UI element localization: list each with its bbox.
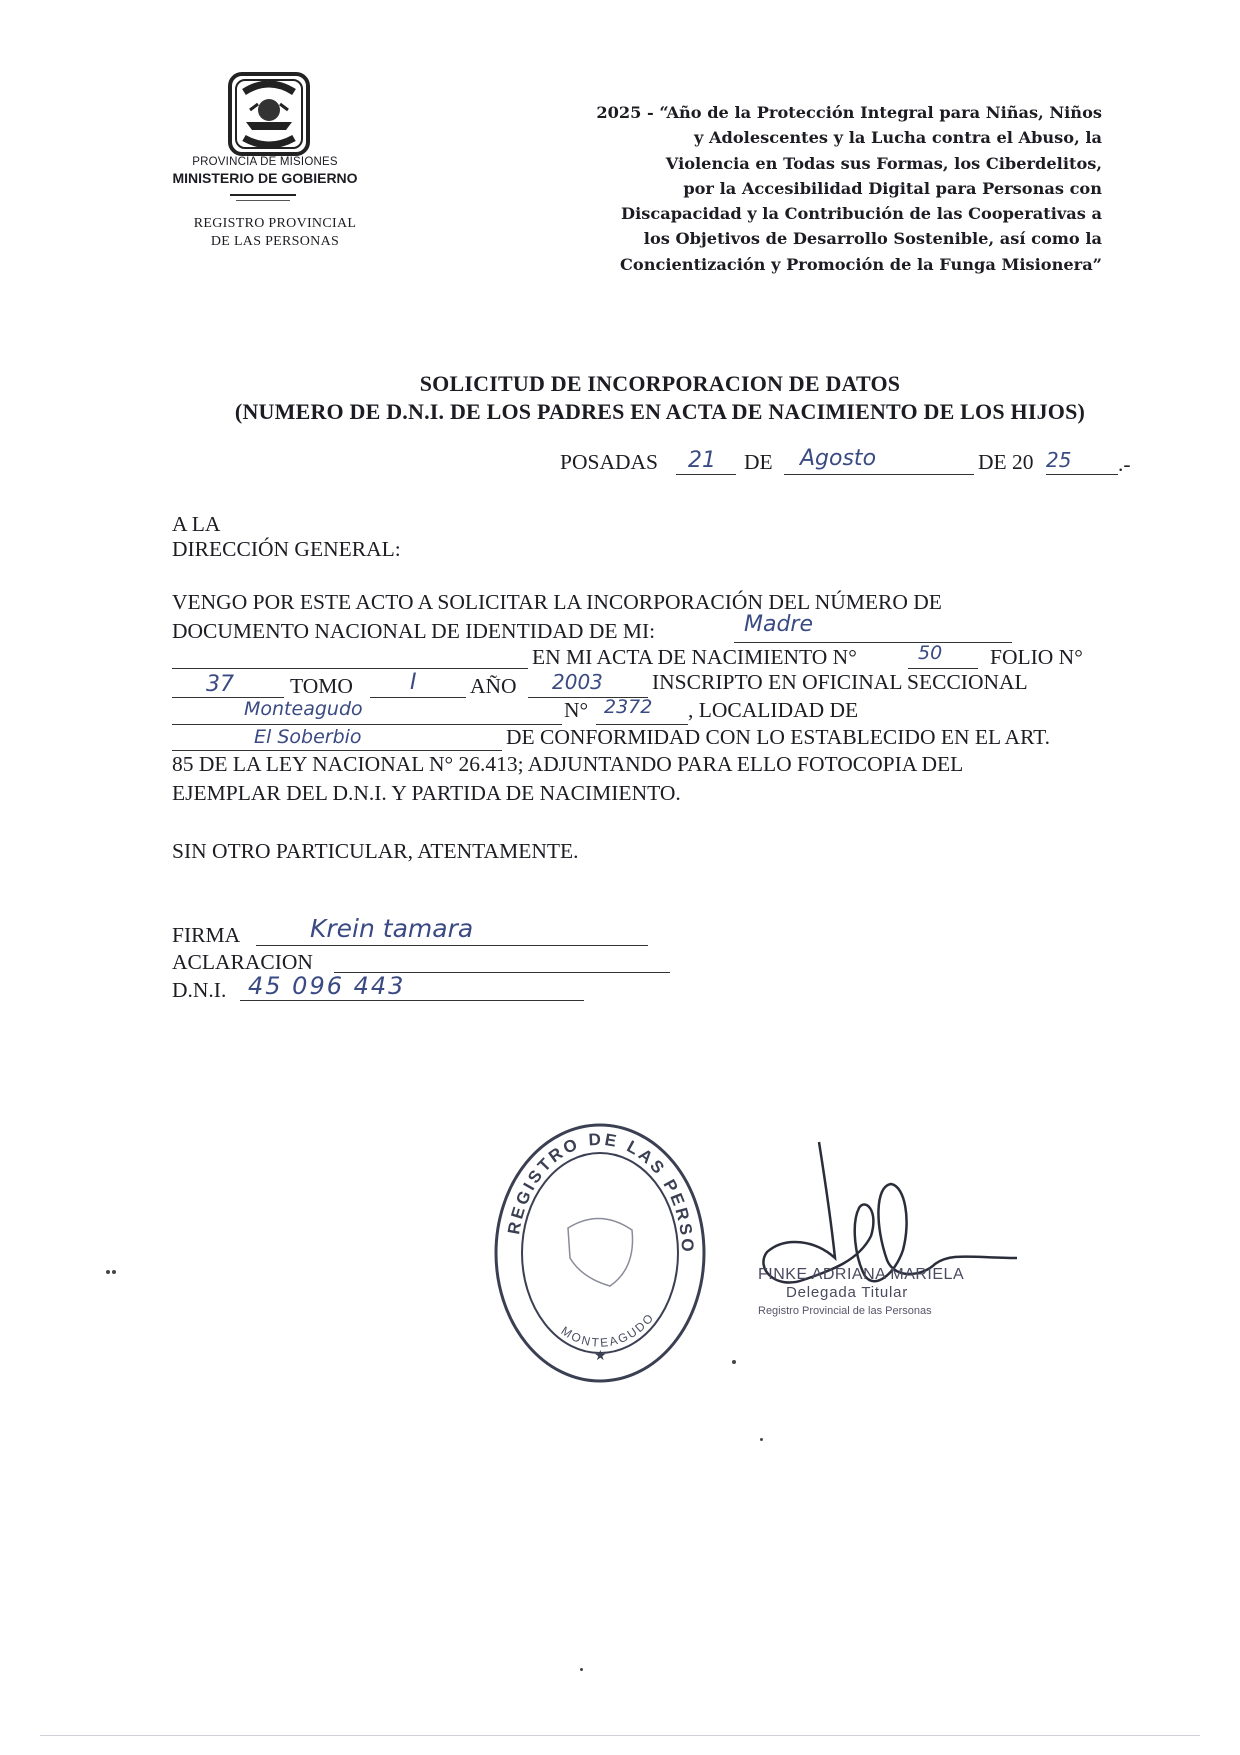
tomo-field [370, 697, 466, 698]
seccional-value: Monteagudo [244, 698, 363, 720]
stamp-bottom-text: MONTEAGUDO [558, 1309, 658, 1350]
day-field [676, 474, 736, 475]
scan-speck [106, 1270, 110, 1274]
localidad-label: , LOCALIDAD DE [688, 698, 859, 722]
year-prefix: DE 20 [978, 450, 1034, 474]
registry-name-line1: REGISTRO PROVINCIAL [193, 216, 357, 231]
numero-value: 2372 [604, 696, 653, 718]
month-field [784, 474, 974, 475]
request-line2: DOCUMENTO NACIONAL DE IDENTIDAD DE MI: [172, 619, 656, 643]
folio-label: FOLIO N° [990, 645, 1083, 669]
firma-value: Krein tamara [310, 914, 474, 943]
official-role: Delegada Titular [786, 1284, 909, 1301]
dni-field [240, 1000, 584, 1001]
addressee-line1: A LA [172, 512, 221, 536]
letterhead-divider-thin [236, 200, 290, 201]
anio-label: AÑO [470, 674, 517, 698]
document-title [160, 370, 1160, 426]
ministry-name: MINISTERIO DE GOBIERNO [172, 170, 358, 186]
motto-line: 2025 - “Año de la Protección Integral para Niñas, Niños [596, 103, 1102, 122]
misiones-coat-of-arms-icon [226, 70, 312, 158]
dni-value: 45 096 443 [248, 972, 406, 1000]
month-value: Agosto [800, 446, 877, 471]
title-line2: (NUMERO DE D.N.I. DE LOS PADRES EN ACTA DE NACIMIENTO DE LOS HIJOS) [234, 399, 1086, 424]
motto-line: Discapacidad y la Contribución de las Cooperativas a [621, 204, 1102, 224]
aclaracion-label: ACLARACION [172, 950, 313, 974]
day-value: 21 [688, 448, 716, 473]
city-label: POSADAS [560, 450, 658, 474]
letterhead-divider [230, 194, 296, 196]
scan-speck [760, 1438, 763, 1441]
motto-line: los Objetivos de Desarrollo Sostenible, así como la [643, 229, 1102, 249]
conformidad-text: DE CONFORMIDAD CON LO ESTABLECIDO EN EL ART. [506, 725, 1051, 749]
svg-text:MONTEAGUDO [559, 1310, 658, 1350]
numero-label: N° [564, 698, 589, 722]
line3-lead-blank [172, 668, 528, 669]
official-office: Registro Provincial de las Personas [758, 1305, 932, 1317]
firma-field [256, 945, 648, 946]
motto-line: Concientización y Promoción de la Funga Misionera” [620, 254, 1102, 274]
acta-number-field [908, 668, 978, 669]
seccional-field [172, 724, 562, 725]
year-motto [442, 100, 1102, 277]
tomo-label: TOMO [290, 674, 353, 698]
page-bottom-edge [40, 1735, 1200, 1736]
scan-speck [732, 1360, 736, 1364]
localidad-field [172, 750, 502, 751]
firma-label: FIRMA [172, 923, 241, 947]
tomo-value: I [410, 670, 417, 695]
inscripto-label: INSCRIPTO EN OFICINAL SECCIONAL [652, 670, 1028, 694]
year-value: 25 [1046, 448, 1072, 472]
dni-label: D.N.I. [172, 978, 227, 1002]
svg-text:★: ★ [594, 1348, 607, 1364]
identity-of-field [734, 642, 1012, 643]
motto-line: Violencia en Todas sus Formas, los Ciberdelitos, [665, 153, 1102, 173]
addressee-line2: DIRECCIÓN GENERAL: [172, 537, 401, 561]
svg-text:REGISTRO DE LAS PERSONAS [490, 1118, 697, 1255]
official-name: FINKE ADRIANA MARIELA [758, 1266, 965, 1283]
motto-line: por la Accesibilidad Digital para Personas con [683, 178, 1102, 198]
year-field [1046, 474, 1118, 475]
request-line6: 85 DE LA LEY NACIONAL N° 26.413; ADJUNTANDO PARA ELLO FOTOCOPIA DEL [172, 752, 964, 776]
identity-of-value: Madre [744, 612, 814, 637]
title-line1: SOLICITUD DE INCORPORACION DE DATOS [419, 371, 901, 396]
registry-name-line2: DE LAS PERSONAS [210, 234, 340, 249]
province-name: PROVINCIA DE MISIONES [192, 156, 338, 168]
acta-label: EN MI ACTA DE NACIMIENTO N° [532, 645, 857, 669]
date-ending: .- [1118, 452, 1131, 476]
request-line7: EJEMPLAR DEL D.N.I. Y PARTIDA DE NACIMIENTO. [172, 781, 681, 805]
request-line1: VENGO POR ESTE ACTO A SOLICITAR LA INCORPORACIÓN DEL NÚMERO DE [172, 590, 942, 614]
folio-number-value: 37 [206, 672, 234, 697]
de-label: DE [744, 450, 773, 474]
closing-text: SIN OTRO PARTICULAR, ATENTAMENTE. [172, 839, 579, 863]
motto-line: y Adolescentes y la Lucha contra el Abuso, la [693, 128, 1102, 148]
stamp-seal-icon [490, 1118, 710, 1388]
registry-stamp [490, 1118, 710, 1388]
localidad-value: El Soberbio [254, 726, 362, 748]
scan-speck [112, 1270, 116, 1274]
anio-value: 2003 [552, 670, 603, 694]
scan-speck [580, 1668, 583, 1671]
stamp-top-text: REGISTRO DE LAS PERSO [504, 1129, 698, 1256]
acta-number-value: 50 [918, 642, 943, 664]
